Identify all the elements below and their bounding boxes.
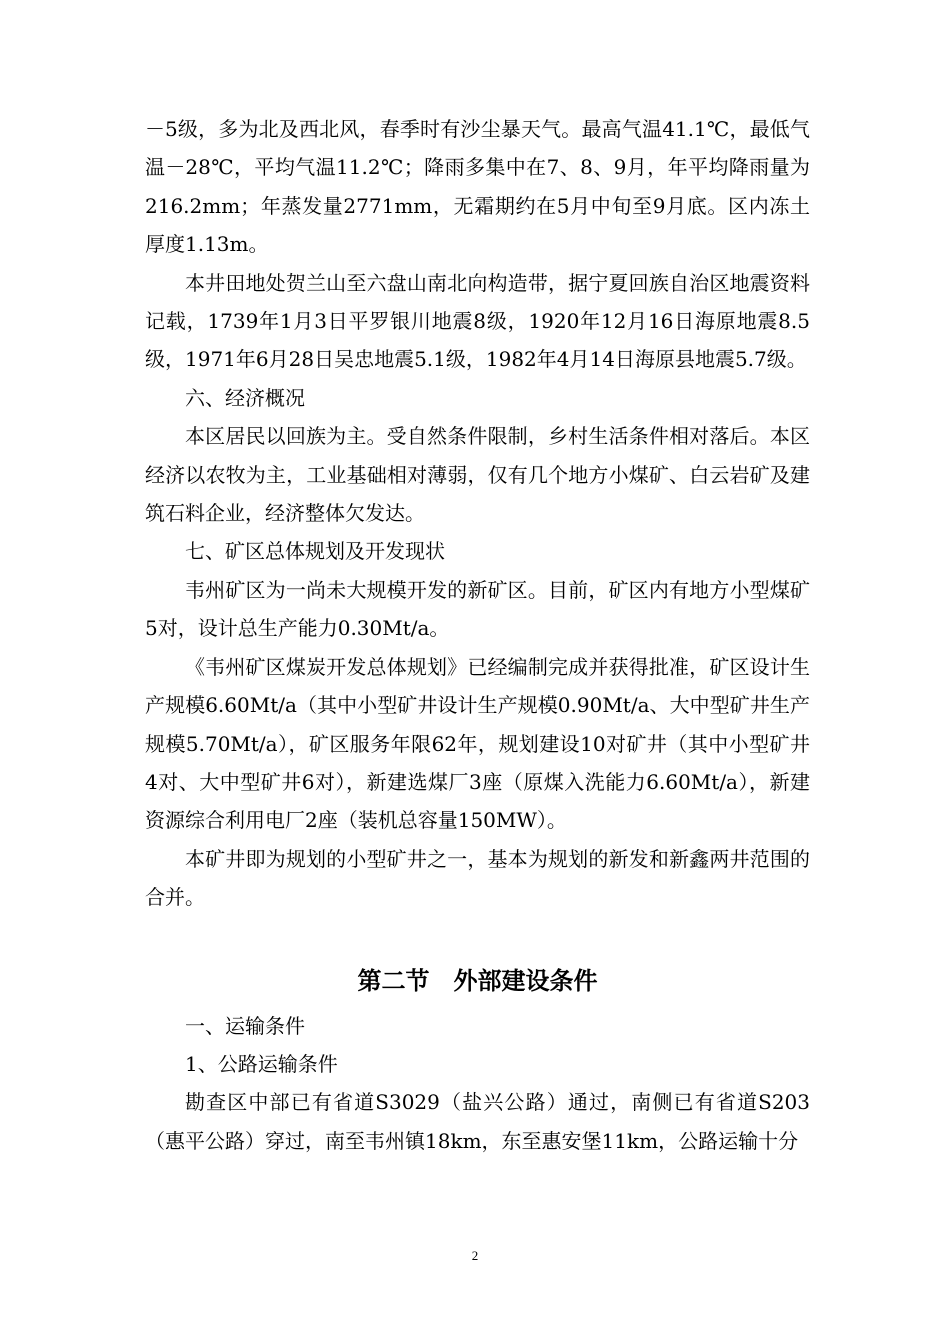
section-heading: 第二节 外部建设条件 [357,966,598,995]
paragraph: 1、公路运输条件 [185,1051,338,1076]
paragraph: 本井田地处贺兰山至六盘山南北向构造带，据宁夏回族自治区地震资料记载，1739年1月3日平罗银川地震8级，1920年12月16日海原地震8.5级，1971年6月28日吴忠地震5.1级，1982年4月14日海原县地震5.7级。 [145,270,810,372]
paragraph: 勘查区中部已有省道S3029（盐兴公路）通过，南侧已有省道S203（惠平公路）穿过，南至韦州镇18km，东至惠安堡11km，公路运输十分 [145,1090,810,1153]
paragraph: 七、矿区总体规划及开发现状 [185,539,445,564]
paragraph: 六、经济概况 [185,385,305,410]
paragraph: 本区居民以回族为主。受自然条件限制，乡村生活条件相对落后。本区经济以农牧为主，工业基础相对薄弱，仅有几个地方小煤矿、白云岩矿及建筑石料企业，经济整体欠发达。 [145,424,810,526]
page-number: 2 [471,1248,479,1263]
paragraphs-before [145,110,810,917]
paragraph: 《韦州矿区煤炭开发总体规划》已经编制完成并获得批准，矿区设计生产规模6.60Mt/a（其中小型矿井设计生产规模0.90Mt/a、大中型矿井生产规模5.70Mt/a），矿区服务年限62年，规划建设10对矿井（其中小型矿井4对、大中型矿井6对），新建选煤厂3座（原煤入洗能力6.60Mt/a），新建资源综合利用电厂2座（装机总容量150MW）。 [145,654,810,833]
paragraph: 本矿井即为规划的小型矿井之一，基本为规划的新发和新鑫两井范围的合并。 [145,846,810,910]
paragraph: 韦州矿区为一尚未大规模开发的新矿区。目前，矿区内有地方小型煤矿5对，设计总生产能力0.30Mt/a。 [145,577,810,641]
paragraphs-after [145,1007,810,1161]
page-content [145,110,810,1160]
paragraph: －5级，多为北及西北风，春季时有沙尘暴天气。最高气温41.1℃，最低气温－28℃，平均气温11.2℃；降雨多集中在7、8、9月，年平均降雨量为216.2mm；年蒸发量2771mm，无霜期约在5月中旬至9月底。区内冻土厚度1.13m。 [145,117,810,257]
paragraph: 一、运输条件 [185,1013,305,1038]
